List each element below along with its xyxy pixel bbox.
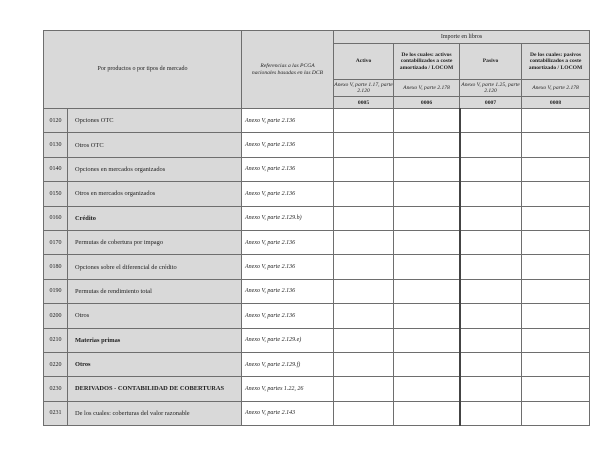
- row-code: 0230: [49, 385, 62, 392]
- row-code-cell: [44, 255, 68, 279]
- row-reference-cell: [242, 206, 334, 230]
- row-label-box: [72, 379, 241, 398]
- row-code: 0170: [49, 239, 62, 246]
- references-header-label: Referencias a las PCGA nacionales basadas en las DCB: [251, 63, 324, 76]
- row-reference-cell: [242, 255, 334, 279]
- row-reference: Anexo V, parte 2.129.e): [245, 337, 302, 344]
- row-label: Permutas de cobertura por impago: [75, 239, 164, 247]
- row-reference-cell: [242, 182, 334, 206]
- input-cell-asset[interactable]: [334, 255, 394, 279]
- table-row-0230: [44, 377, 590, 401]
- row-reference: Anexo V, parte 2.129.f): [245, 361, 301, 368]
- table-row-0150: [44, 182, 590, 206]
- row-code: 0220: [49, 361, 62, 368]
- col-header-asset-amortised: [394, 44, 460, 80]
- row-code: 0210: [49, 337, 62, 344]
- input-cell-asset[interactable]: [334, 401, 394, 425]
- row-code: 0180: [49, 264, 62, 271]
- col-number-label: 0007: [484, 99, 497, 106]
- col-ref-label: Anexo V, parte 1.25, parte 2.120: [461, 81, 520, 94]
- input-cell-asset-amortised[interactable]: [394, 352, 460, 376]
- input-cell-asset[interactable]: [334, 304, 394, 328]
- rows-body: [44, 109, 590, 426]
- input-cell-liability-amortised[interactable]: [522, 182, 590, 206]
- col-number-label: 0006: [420, 99, 433, 106]
- col-header-label: De los cuales: activos contabilizados a coste amortizado / LOCOM: [399, 51, 454, 71]
- row-label-cell: [68, 279, 242, 303]
- input-cell-liability-amortised[interactable]: [522, 255, 590, 279]
- row-code: 0200: [49, 312, 62, 319]
- row-code-cell: [44, 401, 68, 425]
- input-cell-liability-amortised[interactable]: [522, 352, 590, 376]
- row-label: De los cuales: coberturas del valor razonable: [75, 409, 190, 417]
- row-code-cell: [44, 133, 68, 157]
- input-cell-asset-amortised[interactable]: [394, 401, 460, 425]
- row-reference-cell: [242, 230, 334, 254]
- reporting-template-sheet: [43, 30, 589, 426]
- input-cell-asset[interactable]: [334, 377, 394, 401]
- row-reference-cell: [242, 304, 334, 328]
- input-cell-liability-amortised[interactable]: [522, 109, 590, 133]
- row-code-cell: [44, 206, 68, 230]
- row-reference-cell: [242, 352, 334, 376]
- input-cell-asset-amortised[interactable]: [394, 109, 460, 133]
- table-row-0120: [44, 109, 590, 133]
- input-cell-asset-amortised[interactable]: [394, 377, 460, 401]
- col-ref-asset-amortised: [394, 80, 460, 97]
- row-label-box: [72, 355, 241, 374]
- row-label-box: [72, 209, 241, 228]
- row-code: 0150: [49, 190, 62, 197]
- input-cell-asset-amortised[interactable]: [394, 182, 460, 206]
- row-reference: Anexo V, parte 2.136: [245, 166, 296, 173]
- row-label-cell: [68, 157, 242, 181]
- row-label: Otros: [75, 361, 91, 369]
- input-cell-liability[interactable]: [460, 377, 522, 401]
- row-reference: Anexo V, parte 2.136: [245, 288, 296, 295]
- col-ref-label: Anexo V, parte 2.178: [403, 84, 450, 91]
- input-cell-liability[interactable]: [460, 206, 522, 230]
- row-label-box: [72, 306, 241, 325]
- row-label-box: [72, 282, 241, 301]
- row-label-box: [72, 331, 241, 350]
- input-cell-asset-amortised[interactable]: [394, 230, 460, 254]
- references-header-cell: [242, 31, 334, 109]
- row-label-box: [72, 184, 241, 203]
- row-reference: Anexo V, parte 2.136: [245, 117, 296, 124]
- input-cell-liability[interactable]: [460, 133, 522, 157]
- row-code: 0231: [49, 410, 62, 417]
- row-label-cell: [68, 328, 242, 352]
- col-number-0008: [522, 97, 590, 109]
- row-code: 0160: [49, 215, 62, 222]
- row-label: Otros: [75, 312, 90, 320]
- col-header-asset: [334, 44, 394, 80]
- table-row-0231: [44, 401, 590, 425]
- row-code-cell: [44, 328, 68, 352]
- table-row-0180: [44, 255, 590, 279]
- input-cell-asset-amortised[interactable]: [394, 133, 460, 157]
- row-label: Opciones OTC: [75, 117, 114, 125]
- carrying-amount-label: Importe en libros: [440, 33, 483, 40]
- input-cell-liability[interactable]: [460, 255, 522, 279]
- row-reference: Anexo V, parte 2.143: [245, 410, 296, 417]
- input-cell-asset-amortised[interactable]: [394, 206, 460, 230]
- row-code: 0190: [49, 288, 62, 295]
- table-row-0170: [44, 230, 590, 254]
- row-label-cell: [68, 352, 242, 376]
- row-code-cell: [44, 230, 68, 254]
- row-label: DERIVADOS - CONTABILIDAD DE COBERTURAS: [75, 385, 225, 393]
- input-cell-asset-amortised[interactable]: [394, 157, 460, 181]
- col-ref-liability: [460, 80, 522, 97]
- row-code: 0120: [49, 117, 62, 124]
- row-label: Opciones sobre el diferencial de crédito: [75, 263, 177, 271]
- row-label: Permutas de rendimiento total: [75, 287, 152, 295]
- row-label: Crédito: [75, 214, 96, 222]
- row-reference-cell: [242, 279, 334, 303]
- row-label-box: [72, 111, 241, 130]
- row-code-cell: [44, 279, 68, 303]
- input-cell-asset-amortised[interactable]: [394, 255, 460, 279]
- row-label-cell: [68, 206, 242, 230]
- row-code-cell: [44, 109, 68, 133]
- row-label-cell: [68, 377, 242, 401]
- table-row-0190: [44, 279, 590, 303]
- input-cell-asset[interactable]: [334, 230, 394, 254]
- col-header-label: Pasivo: [482, 58, 499, 65]
- col-header-liability: [460, 44, 522, 80]
- table-row-0210: [44, 328, 590, 352]
- col-header-label: De los cuales: pasivos contabilizados a coste amortizado / LOCOM: [528, 51, 583, 71]
- col-ref-label: Anexo V, parte 2.178: [532, 84, 579, 91]
- input-cell-liability[interactable]: [460, 328, 522, 352]
- row-label-cell: [68, 255, 242, 279]
- input-cell-asset[interactable]: [334, 352, 394, 376]
- row-label-box: [72, 160, 241, 179]
- row-reference-cell: [242, 401, 334, 425]
- row-reference: Anexo V, parte 2.136: [245, 264, 296, 271]
- row-label-box: [72, 136, 241, 155]
- input-cell-asset[interactable]: [334, 279, 394, 303]
- input-cell-asset-amortised[interactable]: [394, 279, 460, 303]
- input-cell-liability-amortised[interactable]: [522, 230, 590, 254]
- input-cell-liability[interactable]: [460, 182, 522, 206]
- row-label-cell: [68, 109, 242, 133]
- table-row-0140: [44, 157, 590, 181]
- row-label-cell: [68, 401, 242, 425]
- input-cell-liability[interactable]: [460, 279, 522, 303]
- row-reference: Anexo V, parte 2.136: [245, 190, 296, 197]
- col-number-0007: [460, 97, 522, 109]
- row-code: 0140: [49, 166, 62, 173]
- input-cell-liability[interactable]: [460, 401, 522, 425]
- row-label-box: [72, 258, 241, 277]
- template-table: [43, 30, 590, 426]
- row-reference: Anexo V, parte 2.136: [245, 312, 296, 319]
- row-code-cell: [44, 304, 68, 328]
- input-cell-liability-amortised[interactable]: [522, 304, 590, 328]
- row-reference-cell: [242, 328, 334, 352]
- input-cell-asset[interactable]: [334, 206, 394, 230]
- input-cell-asset[interactable]: [334, 182, 394, 206]
- input-cell-liability[interactable]: [460, 109, 522, 133]
- col-ref-asset: [334, 80, 394, 97]
- input-cell-liability[interactable]: [460, 230, 522, 254]
- input-cell-liability[interactable]: [460, 352, 522, 376]
- row-reference: Anexo V, parte 2.129.b): [245, 215, 302, 222]
- col-ref-liability-amortised: [522, 80, 590, 97]
- row-label: Otros en mercados organizados: [75, 190, 156, 198]
- row-code: 0130: [49, 142, 62, 149]
- col-number-0005: [334, 97, 394, 109]
- row-label-box: [72, 404, 241, 423]
- row-label: Opciones en mercados organizados: [75, 165, 166, 173]
- col-header-liability-amortised: [522, 44, 590, 80]
- row-reference: Anexo V, partes 1.22, 26: [245, 385, 304, 392]
- input-cell-asset[interactable]: [334, 157, 394, 181]
- row-label-cell: [68, 230, 242, 254]
- row-code-cell: [44, 377, 68, 401]
- input-cell-asset[interactable]: [334, 328, 394, 352]
- input-cell-liability-amortised[interactable]: [522, 133, 590, 157]
- row-reference-cell: [242, 109, 334, 133]
- input-cell-liability-amortised[interactable]: [522, 279, 590, 303]
- row-reference: Anexo V, parte 2.136: [245, 239, 296, 246]
- input-cell-liability[interactable]: [460, 157, 522, 181]
- row-label-cell: [68, 133, 242, 157]
- carrying-amount-header-cell: [334, 31, 590, 44]
- col-ref-label: Anexo V, parte 1.17, parte 2.120: [334, 81, 393, 94]
- col-header-label: Activo: [355, 58, 372, 65]
- row-code-cell: [44, 352, 68, 376]
- row-label: Otros OTC: [75, 141, 104, 149]
- table-row-0200: [44, 304, 590, 328]
- col-number-0006: [394, 97, 460, 109]
- input-cell-liability-amortised[interactable]: [522, 206, 590, 230]
- row-reference-cell: [242, 377, 334, 401]
- input-cell-asset-amortised[interactable]: [394, 328, 460, 352]
- col-number-label: 0008: [549, 99, 562, 106]
- table-row-0160: [44, 206, 590, 230]
- input-cell-asset[interactable]: [334, 109, 394, 133]
- row-label-cell: [68, 182, 242, 206]
- input-cell-liability-amortised[interactable]: [522, 157, 590, 181]
- products-header-label: Por productos o por tipos de mercado: [97, 66, 188, 72]
- input-cell-asset[interactable]: [334, 133, 394, 157]
- input-cell-asset-amortised[interactable]: [394, 304, 460, 328]
- input-cell-liability-amortised[interactable]: [522, 377, 590, 401]
- row-label-box: [72, 233, 241, 252]
- row-reference: Anexo V, parte 2.136: [245, 142, 296, 149]
- input-cell-liability-amortised[interactable]: [522, 401, 590, 425]
- input-cell-liability[interactable]: [460, 304, 522, 328]
- row-code-cell: [44, 157, 68, 181]
- row-reference-cell: [242, 157, 334, 181]
- table-row-0220: [44, 352, 590, 376]
- row-label: Materias primas: [75, 336, 121, 344]
- table-row-0130: [44, 133, 590, 157]
- products-header-cell: [44, 31, 242, 109]
- row-reference-cell: [242, 133, 334, 157]
- col-number-label: 0005: [357, 99, 370, 106]
- input-cell-liability-amortised[interactable]: [522, 328, 590, 352]
- row-label-cell: [68, 304, 242, 328]
- row-code-cell: [44, 182, 68, 206]
